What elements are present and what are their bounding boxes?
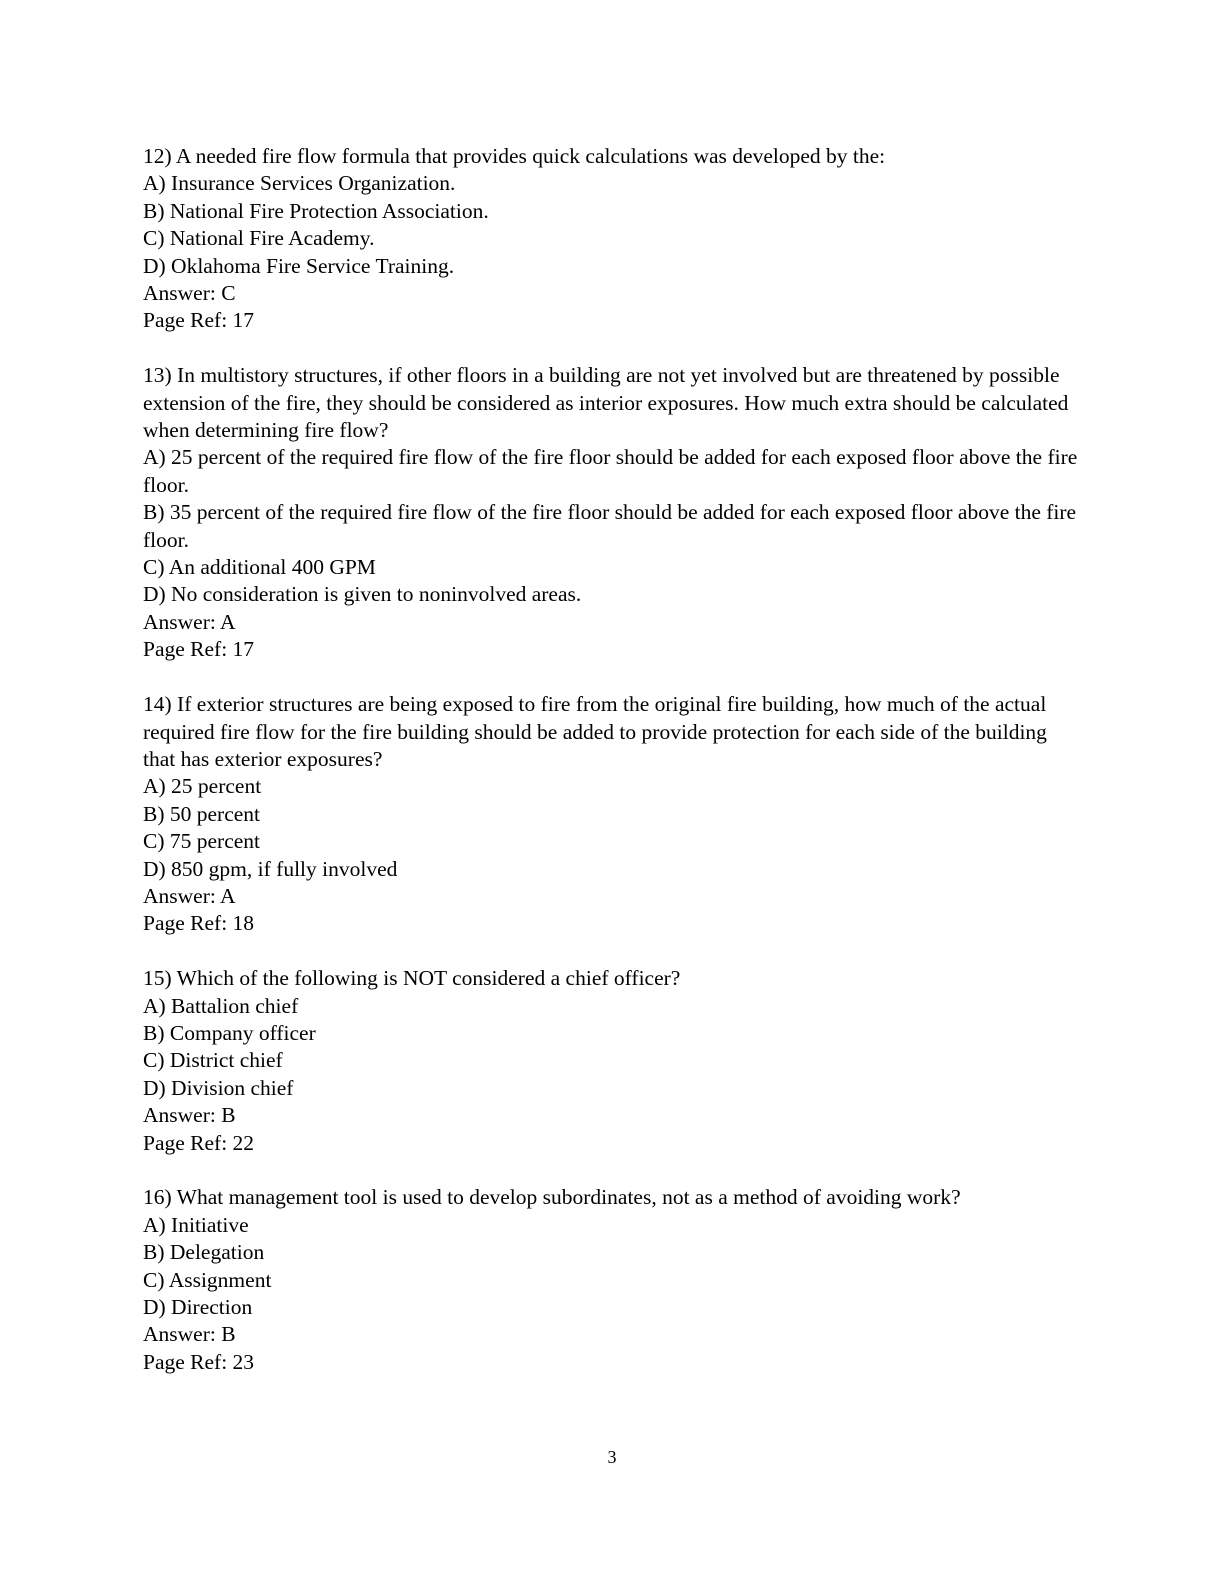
option-a: A) Insurance Services Organization. bbox=[143, 171, 456, 196]
question-text: 13) In multistory structures, if other floors in a building are not yet involved but are threatened by possible extension of the fire, they should be considered as interior exposures. How much extra should be calculated when determining fire flow? bbox=[143, 363, 1069, 443]
question-15 bbox=[143, 965, 1083, 1157]
page-ref: Page Ref: 17 bbox=[143, 308, 255, 333]
option-d: D) Division chief bbox=[143, 1075, 294, 1100]
option-a: A) 25 percent of the required fire flow of the fire floor should be added for each exposed floor above the fire floor. bbox=[143, 445, 1078, 497]
question-14 bbox=[143, 691, 1083, 938]
question-text: 16) What management tool is used to develop subordinates, not as a method of avoiding work? bbox=[143, 1185, 961, 1210]
question-13 bbox=[143, 362, 1083, 663]
answer: Answer: B bbox=[143, 1322, 236, 1347]
option-d: D) 850 gpm, if fully involved bbox=[143, 856, 398, 881]
answer: Answer: B bbox=[143, 1103, 236, 1128]
option-c: C) 75 percent bbox=[143, 829, 261, 854]
option-c: C) District chief bbox=[143, 1048, 283, 1073]
question-12 bbox=[143, 143, 1083, 335]
option-a: A) Initiative bbox=[143, 1212, 249, 1237]
option-a: A) 25 percent bbox=[143, 774, 262, 799]
page-number: 3 bbox=[607, 1447, 617, 1467]
option-c: C) An additional 400 GPM bbox=[143, 555, 376, 580]
option-b: B) National Fire Protection Association. bbox=[143, 198, 489, 223]
page-content bbox=[143, 143, 1083, 1404]
option-d: D) Oklahoma Fire Service Training. bbox=[143, 253, 455, 278]
question-text: 12) A needed fire flow formula that provides quick calculations was developed by the: bbox=[143, 144, 886, 168]
option-d: D) No consideration is given to noninvolved areas. bbox=[143, 582, 582, 607]
page-ref: Page Ref: 17 bbox=[143, 637, 255, 662]
answer: Answer: C bbox=[143, 281, 236, 306]
page-ref: Page Ref: 22 bbox=[143, 1130, 255, 1155]
page-ref: Page Ref: 18 bbox=[143, 911, 255, 936]
option-b: B) 50 percent bbox=[143, 801, 261, 826]
answer: Answer: A bbox=[143, 883, 236, 908]
option-b: B) Company officer bbox=[143, 1020, 316, 1045]
option-a: A) Battalion chief bbox=[143, 993, 299, 1018]
question-text: 15) Which of the following is NOT considered a chief officer? bbox=[143, 966, 681, 991]
option-b: B) Delegation bbox=[143, 1240, 265, 1265]
question-16 bbox=[143, 1184, 1083, 1376]
option-c: C) Assignment bbox=[143, 1267, 272, 1292]
option-c: C) National Fire Academy. bbox=[143, 226, 375, 251]
answer: Answer: A bbox=[143, 609, 236, 634]
option-b: B) 35 percent of the required fire flow of the fire floor should be added for each exposed floor above the fire floor. bbox=[143, 500, 1077, 552]
page-ref: Page Ref: 23 bbox=[143, 1349, 255, 1374]
question-text: 14) If exterior structures are being exposed to fire from the original fire building, how much of the actual required fire flow for the fire building should be added to provide protection for each side of the building that has exterior exposures? bbox=[143, 692, 1047, 771]
option-d: D) Direction bbox=[143, 1295, 253, 1319]
